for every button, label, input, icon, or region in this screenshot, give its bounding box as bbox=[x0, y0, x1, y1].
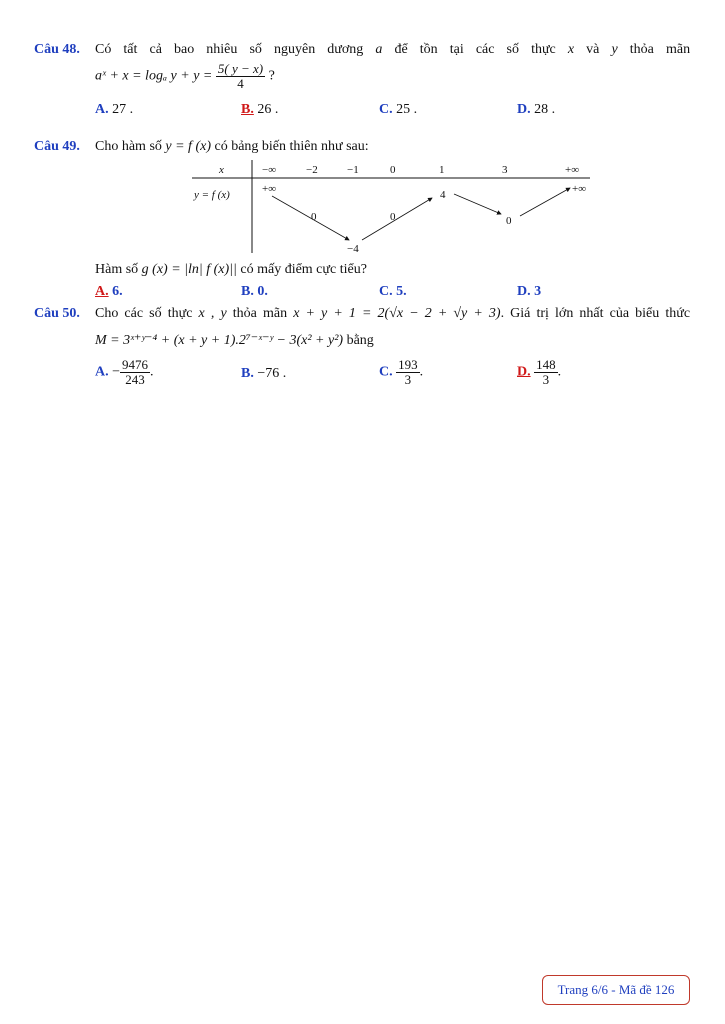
question-48-text: Có tất cả bao nhiêu số nguyên dương a để tồn tại các số thực x và y thỏa mãn bbox=[95, 42, 691, 57]
x-value: −2 bbox=[306, 164, 318, 176]
question-48-equation: aˣ + x = logₐ y + y = $\frac{5( y - x)}{4}$ ? bbox=[95, 61, 275, 91]
y-value: 0 bbox=[506, 215, 512, 227]
question-48-label: Câu 48. bbox=[34, 42, 80, 57]
option-50-d-fraction: $\frac{148}{3}$ bbox=[536, 357, 556, 387]
question-50-label: Câu 50. bbox=[34, 306, 80, 321]
question-50-text: Cho các số thực x , y thỏa mãn x + y + 1 = 2(√x − 2 + √y + 3). Giá trị lớn nhất của biểu thức bbox=[95, 306, 691, 321]
question-50-expression: M = 3ˣ⁺ʸ⁻⁴ + (x + y + 1).2⁷⁻ˣ⁻ʸ − 3(x² + y²) bằng bbox=[95, 333, 374, 348]
option-50-d[interactable]: D. $\frac{148}{3}$ . bbox=[517, 357, 562, 387]
y-value: 0 bbox=[311, 211, 317, 223]
option-50-c[interactable]: C. $\frac{193}{3}$ . bbox=[379, 357, 424, 387]
option-50-c-fraction: $\frac{193}{3}$ bbox=[398, 357, 418, 387]
option-50-b[interactable]: B. −76 . bbox=[241, 366, 287, 381]
table-x-label: x bbox=[219, 164, 224, 176]
variation-arrow bbox=[272, 196, 349, 240]
question-49-ask bbox=[34, 262, 690, 302]
x-value: −∞ bbox=[262, 164, 277, 176]
x-value: −1 bbox=[347, 164, 359, 176]
x-value: 0 bbox=[390, 164, 396, 176]
y-value: +∞ bbox=[262, 183, 277, 195]
variation-arrow bbox=[454, 194, 501, 214]
equation-fraction: $\frac{5( y - x)}{4}$ bbox=[217, 61, 264, 91]
option-48-a[interactable]: A. 27 . bbox=[95, 102, 134, 117]
option-48-b[interactable]: B. 26 . bbox=[241, 102, 279, 117]
x-value: 1 bbox=[439, 164, 445, 176]
x-value: +∞ bbox=[565, 164, 580, 176]
question-49-intro: Cho hàm số y = f (x) có bảng biến thiên như sau: bbox=[95, 139, 369, 154]
variation-arrow bbox=[520, 188, 570, 216]
option-49-c[interactable]: C. 5. bbox=[379, 284, 407, 299]
page-footer: Trang 6/6 - Mã đề 126 bbox=[542, 975, 690, 1005]
question-49-label: Câu 49. bbox=[34, 139, 80, 154]
option-48-c[interactable]: C. 25 . bbox=[379, 102, 418, 117]
y-value: +∞ bbox=[572, 183, 587, 195]
variation-arrow bbox=[362, 198, 432, 240]
option-50-a-fraction: $\frac{9476}{243}$ bbox=[122, 357, 149, 387]
y-value: 4 bbox=[440, 189, 446, 201]
table-y-label: y = f (x) bbox=[194, 189, 230, 201]
option-49-d[interactable]: D. 3 bbox=[517, 284, 542, 299]
y-value: −4 bbox=[347, 243, 359, 255]
option-49-b[interactable]: B. 0. bbox=[241, 284, 268, 299]
question-48 bbox=[34, 42, 690, 122]
x-value: 3 bbox=[502, 164, 508, 176]
variation-table bbox=[192, 160, 592, 255]
y-value: 0 bbox=[390, 211, 396, 223]
option-48-d[interactable]: D. 28 . bbox=[517, 102, 556, 117]
question-49-question: Hàm số g (x) = |ln| f (x)|| có mấy điểm cực tiểu? bbox=[95, 262, 367, 277]
question-50 bbox=[34, 306, 690, 396]
option-49-a[interactable]: A. 6. bbox=[95, 284, 123, 299]
option-50-a[interactable]: A. − $\frac{9476}{243}$ . bbox=[95, 357, 154, 387]
